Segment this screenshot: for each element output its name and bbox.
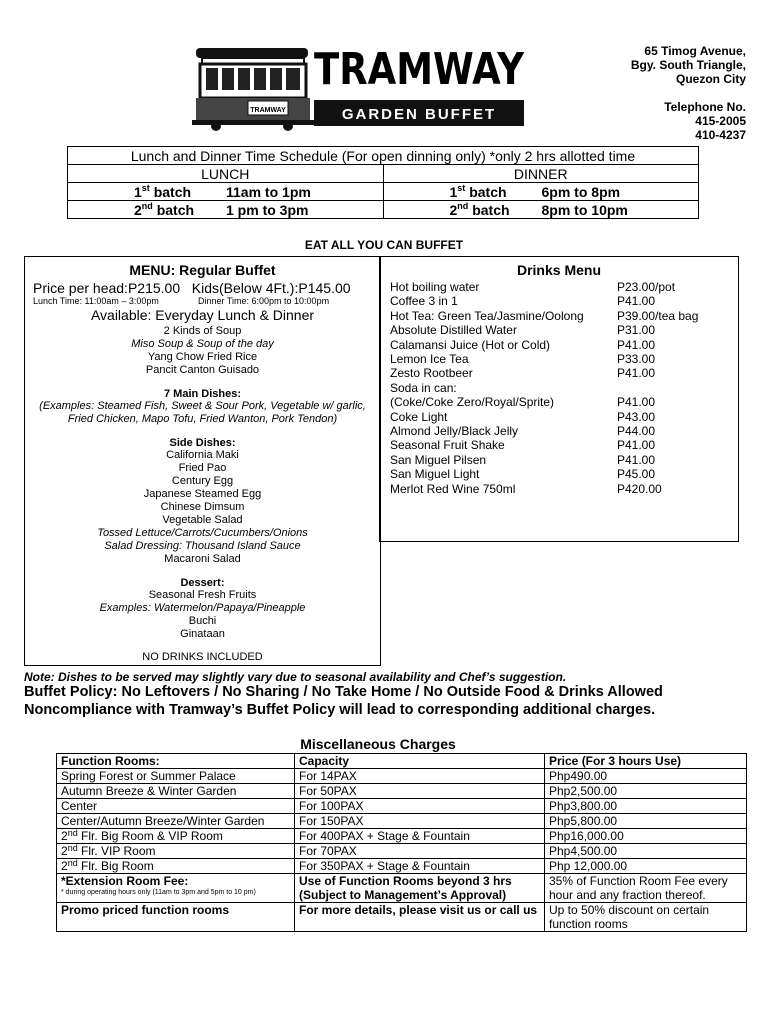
drink-name: San Miguel Light: [390, 467, 480, 482]
menu-item: Century Egg: [171, 475, 234, 487]
drink-name: Hot Tea: Green Tea/Jasmine/Oolong: [390, 308, 584, 323]
room-capacity: For 14PAX: [295, 769, 545, 784]
drink-name: (Coke/Coke Zero/Royal/Sprite): [390, 395, 555, 410]
extension-price: 35% of Function Room Fee every hour and any fraction thereof.: [545, 874, 747, 903]
side-dishes-title: Side Dishes:: [169, 437, 236, 449]
dinner-header: DINNER: [383, 165, 699, 183]
drink-row: [390, 309, 738, 323]
dinner-batch: 2nd batch 8pm to 10pm: [383, 201, 699, 219]
drink-price: P41.00: [617, 366, 656, 381]
drink-name: Hot boiling water: [390, 280, 480, 294]
address-line: Bgy. South Triangle,: [630, 58, 746, 72]
room-price: Php 12,000.00: [545, 859, 747, 874]
menu-item: Vegetable Salad: [162, 514, 243, 526]
lunch-batch: 2nd batch 1 pm to 3pm: [68, 201, 384, 219]
tram-sign-text: TRAMWAY: [250, 107, 286, 114]
schedule-title: Lunch and Dinner Time Schedule (For open dinning only) *only 2 hrs allotted time: [68, 147, 699, 165]
salad-dressing: Salad Dressing: Thousand Island Sauce: [104, 540, 301, 552]
room-name: 2nd Flr. VIP Room: [57, 844, 295, 859]
drink-name: Soda in can:: [390, 380, 457, 395]
room-capacity: For 150PAX: [295, 814, 545, 829]
room-price: Php3,800.00: [545, 799, 747, 814]
drink-price: P31.00: [617, 323, 656, 338]
drink-row: [390, 438, 738, 452]
drink-row: [390, 294, 738, 308]
drink-price: P41.00: [617, 294, 656, 309]
table-row: [57, 874, 747, 903]
schedule-table: [67, 146, 699, 219]
promo-price: Up to 50% discount on certain function rooms: [545, 903, 747, 932]
drink-name: Absolute Distilled Water: [390, 323, 517, 338]
table-row: [57, 769, 747, 784]
drink-price: P45.00: [617, 467, 656, 482]
dinner-batch: 1st batch 6pm to 8pm: [383, 183, 699, 201]
drink-row: [390, 280, 738, 294]
drink-row: [390, 410, 738, 424]
drink-price: P41.00: [617, 438, 656, 453]
drink-price: P23.00/pot: [617, 280, 676, 294]
brand-title: TRAMWAY: [314, 44, 525, 95]
regular-buffet-menu: [24, 256, 381, 666]
drink-name: Zesto Rootbeer: [390, 366, 473, 381]
room-name: 2nd Flr. Big Room & VIP Room: [57, 829, 295, 844]
extension-capacity: Use of Function Rooms beyond 3 hrs (Subject to Management’s Approval): [295, 874, 545, 903]
lunch-batch: 1st batch 11am to 1pm: [68, 183, 384, 201]
extension-room-cell: [57, 874, 295, 903]
drink-name: Coffee 3 in 1: [390, 294, 458, 309]
misc-charges-title: Miscellaneous Charges: [300, 736, 456, 752]
drink-price: P43.00: [617, 409, 656, 424]
seasonal-note: Note: Dishes to be served may slightly vary due to seasonal availability and Chef’s suggestion.: [24, 670, 567, 684]
table-row: [57, 903, 747, 932]
address-line: 65 Timog Avenue,: [644, 44, 746, 58]
room-price: Php4,500.00: [545, 844, 747, 859]
drink-name: Lemon Ice Tea: [390, 352, 469, 367]
drink-row: [390, 395, 738, 409]
menu-item: Pancit Canton Guisado: [145, 364, 260, 376]
address-line: Quezon City: [675, 72, 746, 86]
extension-room-note: * during operating hours only (11am to 3pm and 5pm to 10 pm): [61, 889, 256, 896]
col-header: Function Rooms:: [57, 754, 295, 769]
menu-item: Ginataan: [180, 628, 225, 640]
drinks-menu: [379, 256, 739, 542]
promo-capacity: For more details, please visit us or call us: [295, 903, 545, 932]
drink-price: P44.00: [617, 424, 656, 439]
col-header: Price (For 3 hours Use): [545, 754, 747, 769]
telephone-number: 415-2005: [695, 114, 746, 128]
salad-detail: Tossed Lettuce/Carrots/Cucumbers/Onions: [97, 527, 308, 539]
room-price: Php5,800.00: [545, 814, 747, 829]
drink-name: San Miguel Pilsen: [390, 452, 487, 467]
drink-price: P33.00: [617, 352, 656, 367]
main-dishes-examples: (Examples: Steamed Fish, Sweet & Sour Pork, Vegetable w/ garlic,: [39, 400, 366, 412]
menu-item: Macaroni Salad: [164, 553, 241, 565]
buffet-policy: Buffet Policy: No Leftovers / No Sharing / No Take Home / No Outside Food & Drinks Allowed: [24, 684, 663, 700]
room-name: Spring Forest or Summer Palace: [57, 769, 295, 784]
telephone-label: Telephone No.: [664, 100, 746, 114]
drink-price: P41.00: [617, 337, 656, 352]
tramway-logo: [190, 44, 530, 132]
room-capacity: For 100PAX: [295, 799, 545, 814]
dinner-time: Dinner Time: 6:00pm to 10:00pm: [198, 296, 330, 306]
telephone-number: 410-4237: [695, 128, 746, 142]
drink-row: [390, 424, 738, 438]
no-drinks-note: NO DRINKS INCLUDED: [142, 651, 263, 663]
price-line: Price per head:P215.00 Kids(Below 4Ft.):P145.00: [33, 280, 351, 296]
room-name: Center: [57, 799, 295, 814]
drink-name: Almond Jelly/Black Jelly: [390, 424, 519, 439]
drink-price: P41.00: [617, 452, 656, 467]
room-price: Php2,500.00: [545, 784, 747, 799]
room-capacity: For 50PAX: [295, 784, 545, 799]
room-name: 2nd Flr. Big Room: [57, 859, 295, 874]
drink-name: Coke Light: [390, 409, 448, 424]
dessert-examples: Examples: Watermelon/Papaya/Pineapple: [99, 602, 306, 614]
drinks-list: [390, 280, 738, 496]
drink-row: [390, 338, 738, 352]
room-price: Php16,000.00: [545, 829, 747, 844]
misc-charges-table: [56, 753, 747, 932]
drink-name: Seasonal Fruit Shake: [390, 438, 505, 453]
table-row: [57, 784, 747, 799]
lunch-header: LUNCH: [68, 165, 384, 183]
availability: Available: Everyday Lunch & Dinner: [90, 307, 315, 323]
menu-item: California Maki: [166, 449, 239, 461]
room-capacity: For 70PAX: [295, 844, 545, 859]
menu-item: Seasonal Fresh Fruits: [148, 589, 257, 601]
menu-item: Chinese Dimsum: [160, 501, 245, 513]
drink-row: [390, 366, 738, 380]
room-capacity: For 400PAX + Stage & Fountain: [295, 829, 545, 844]
address-block: [631, 44, 746, 142]
drink-price: P41.00: [617, 395, 656, 410]
table-row: [57, 859, 747, 874]
buffet-heading: EAT ALL YOU CAN BUFFET: [304, 238, 464, 252]
tram-car-icon: [192, 48, 314, 131]
table-row: [57, 814, 747, 829]
menu-item: Yang Chow Fried Rice: [147, 351, 258, 363]
menu-item: Fried Pao: [178, 462, 227, 474]
drink-row: [390, 467, 738, 481]
dessert-title: Dessert:: [180, 577, 225, 589]
lunch-time: Lunch Time: 11:00am – 3:00pm: [33, 296, 159, 306]
promo-room: Promo priced function rooms: [57, 903, 295, 932]
meal-times: [25, 296, 380, 306]
room-capacity: For 350PAX + Stage & Fountain: [295, 859, 545, 874]
menu-item: Buchi: [188, 615, 217, 627]
main-dishes-examples: Fried Chicken, Mapo Tofu, Fried Wanton, Pork Tendon): [67, 413, 338, 425]
drink-row: [390, 381, 738, 395]
drink-row: [390, 323, 738, 337]
table-row: [57, 829, 747, 844]
extension-room-label: *Extension Room Fee:: [61, 874, 189, 888]
drink-price: P39.00/tea bag: [617, 308, 699, 323]
room-name: Center/Autumn Breeze/Winter Garden: [57, 814, 295, 829]
drink-row: [390, 482, 738, 496]
table-row: [57, 799, 747, 814]
menu-title: MENU: Regular Buffet: [129, 262, 276, 278]
room-name: Autumn Breeze & Winter Garden: [57, 784, 295, 799]
soup-detail: Miso Soup & Soup of the day: [131, 338, 274, 350]
drink-name: Merlot Red Wine 750ml: [390, 481, 516, 496]
soup-title: 2 Kinds of Soup: [163, 325, 242, 337]
drinks-title: Drinks Menu: [516, 262, 601, 278]
main-dishes-title: 7 Main Dishes:: [163, 388, 242, 400]
drink-price: P420.00: [617, 481, 662, 496]
room-price: Php490.00: [545, 769, 747, 784]
table-row: [57, 844, 747, 859]
drink-row: [390, 352, 738, 366]
brand-subtitle: GARDEN BUFFET: [341, 106, 497, 123]
menu-item: Japanese Steamed Egg: [143, 488, 262, 500]
drink-row: [390, 453, 738, 467]
col-header: Capacity: [295, 754, 545, 769]
noncompliance-notice: Noncompliance with Tramway’s Buffet Policy will lead to corresponding additional charges.: [24, 702, 656, 718]
drink-name: Calamansi Juice (Hot or Cold): [390, 337, 551, 352]
